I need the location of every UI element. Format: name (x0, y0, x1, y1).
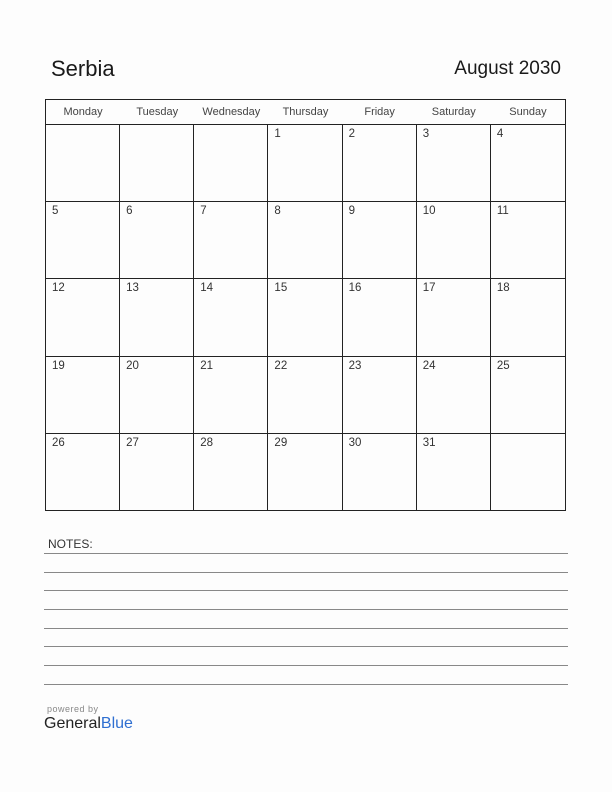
note-line (44, 628, 568, 629)
week-row-3 (46, 279, 565, 356)
note-line (44, 572, 568, 573)
day-cell: 28 (194, 434, 268, 511)
day-cell: 16 (343, 279, 417, 355)
country-title: Serbia (51, 56, 115, 81)
weekday-thursday: Thursday (282, 106, 329, 118)
day-cell (194, 125, 268, 201)
note-line (44, 665, 568, 666)
note-line (44, 684, 568, 685)
calendar-grid (45, 99, 566, 511)
day-cell: 4 (496, 128, 504, 140)
week-row-1 (46, 125, 565, 202)
day-cell: 11 (496, 205, 509, 218)
weekday-friday: Friday (364, 106, 395, 118)
note-line (44, 590, 568, 591)
day-cell: 22 (268, 357, 342, 433)
day-cell: 8 (268, 202, 342, 278)
day-cell: 3 (417, 125, 491, 201)
month-title: August 2030 (454, 58, 561, 79)
day-cell: 26 (46, 434, 120, 511)
day-cell: 29 (268, 434, 342, 511)
day-cell: 12 (46, 279, 120, 355)
day-cell (491, 434, 565, 511)
week-row-2 (46, 202, 565, 279)
day-cell: 24 (417, 357, 491, 433)
day-cell: 20 (120, 357, 194, 433)
day-cell: 1 (268, 125, 342, 201)
brand-logo (44, 704, 133, 733)
weekday-monday: Monday (63, 106, 103, 118)
note-line (44, 609, 568, 610)
brand-name-blue: Blue (100, 715, 133, 732)
day-cell: 30 (343, 434, 417, 511)
day-cell: 14 (194, 279, 268, 355)
day-cell: 6 (120, 202, 194, 278)
note-line (44, 646, 568, 647)
notes-label: NOTES: (48, 537, 93, 551)
day-cell: 25 (496, 359, 510, 372)
weekday-saturday: Saturday (431, 106, 476, 118)
weekday-header-row (46, 100, 565, 125)
powered-by-text: powered by (47, 704, 99, 714)
day-cell: 7 (194, 202, 268, 278)
note-line (44, 553, 568, 554)
day-cell: 2 (343, 125, 417, 201)
day-cell (120, 125, 194, 201)
brand-name-general: General (44, 715, 101, 732)
day-cell: 13 (120, 279, 194, 355)
day-cell: 15 (268, 279, 342, 355)
weekday-wednesday: Wednesday (202, 106, 261, 118)
day-cell: 21 (194, 357, 268, 433)
weekday-tuesday: Tuesday (136, 106, 179, 118)
day-cell: 19 (46, 357, 120, 433)
day-cell: 10 (417, 202, 491, 278)
day-cell: 17 (417, 279, 491, 355)
day-cell (46, 125, 120, 201)
day-cell: 18 (496, 282, 510, 295)
day-cell: 27 (120, 434, 194, 511)
day-cell: 31 (417, 434, 491, 511)
day-cell: 23 (343, 357, 417, 433)
week-row-5 (46, 434, 565, 511)
week-row-4 (46, 357, 565, 434)
weekday-sunday: Sunday (509, 106, 547, 118)
brand-name (44, 715, 133, 733)
day-cell: 9 (343, 202, 417, 278)
day-cell: 5 (46, 202, 120, 278)
